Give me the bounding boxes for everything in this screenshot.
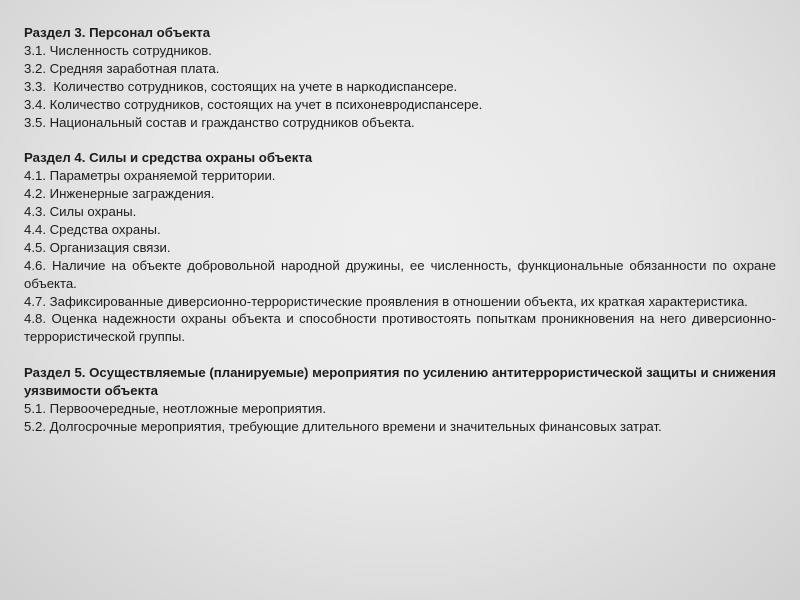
list-item-4-8: 4.8. Оценка надежности охраны объекта и способности противостоять попыткам проникновения на него диверсионно-террористической группы. (24, 311, 776, 345)
section-5-heading: Раздел 5. Осуществляемые (планируемые) мероприятия по усилению антитеррористической защиты и снижения уязвимости объекта (24, 365, 776, 399)
list-item-4-4: 4.4. Средства охраны. (24, 221, 161, 237)
list-item-4-3: 4.3. Силы охраны. (24, 204, 137, 220)
list-item-3-3: 3.3. Количество сотрудников, состоящих на учете в наркодиспансере. (24, 78, 458, 94)
section-5 (24, 364, 776, 436)
section-3 (24, 24, 776, 131)
list-item-4-1: 4.1. Параметры охраняемой территории. (24, 168, 276, 184)
document-body (24, 24, 776, 436)
list-item-3-1: 3.1. Численность сотрудников. (24, 42, 212, 58)
section-4 (24, 149, 776, 346)
list-item-4-2: 4.2. Инженерные заграждения. (24, 186, 215, 202)
list-item-3-4: 3.4. Количество сотрудников, состоящих на учет в психоневродиспансере. (24, 96, 483, 112)
list-item-3-5: 3.5. Национальный состав и гражданство сотрудников объекта. (24, 114, 415, 130)
section-3-heading: Раздел 3. Персонал объекта (24, 25, 211, 40)
list-item-5-1: 5.1. Первоочередные, неотложные мероприятия. (24, 401, 327, 416)
list-item-4-5: 4.5. Организация связи. (24, 239, 171, 255)
list-item-5-2: 5.2. Долгосрочные мероприятия, требующие длительного времени и значительных финансовых затрат. (24, 418, 662, 434)
list-item-3-2: 3.2. Средняя заработная плата. (24, 60, 220, 76)
section-4-heading: Раздел 4. Силы и средства охраны объекта (24, 150, 313, 166)
list-item-4-6: 4.6. Наличие на объекте добровольной народной дружины, ее численность, функциональные обязанности по охране объекта. (24, 257, 776, 291)
list-item-4-7: 4.7. Зафиксированные диверсионно-террористические проявления в отношении объекта, их краткая характеристика. (24, 293, 748, 309)
